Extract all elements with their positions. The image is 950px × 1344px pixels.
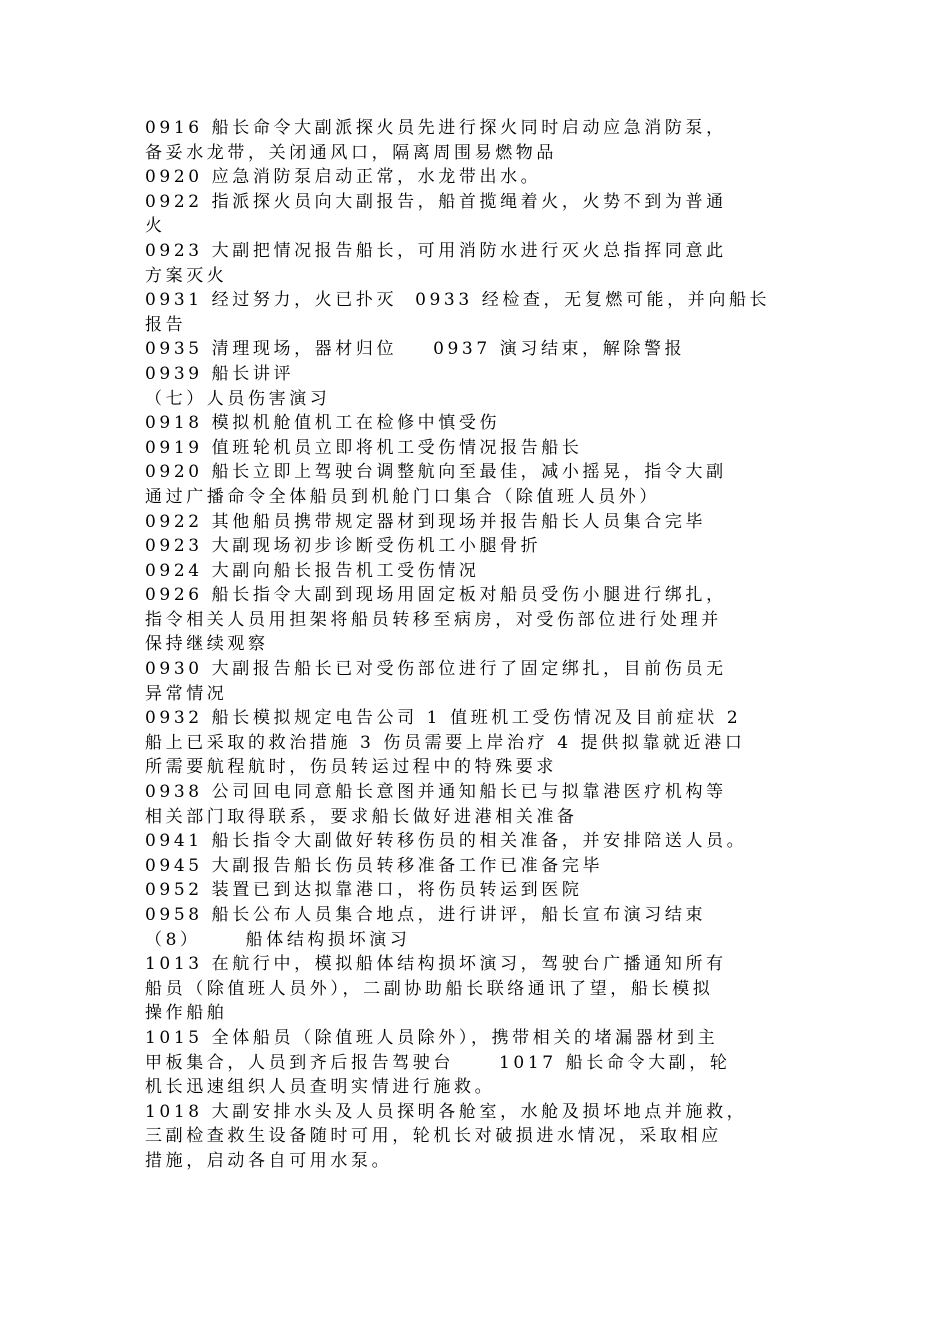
text-line: 保持继续观察 [145,634,269,655]
text-line: 异常情况 [145,683,228,704]
text-line: 船上已采取的救治措施 3 伤员需要上岸治疗 4 提供拟靠就近港口 [145,732,746,753]
text-line: 措施，启动各自可用水泵。 [145,1150,393,1171]
text-line: 0919 值班轮机员立即将机工受伤情况报告船长 [145,437,583,458]
document-body [145,116,815,1174]
text-line: 0922 其他船员携带规定器材到现场并报告船长人员集合完毕 [145,511,707,532]
text-line: 0926 船长指令大副到现场用固定板对船员受伤小腿进行绑扎， [145,585,727,606]
text-line: 三副检查救生设备随时可用，轮机长对破损进水情况，采取相应 [145,1126,722,1147]
text-line: 0923 大副把情况报告船长，可用消防水进行灭火总指挥同意此 [145,240,727,261]
text-line: 0922 指派探火员向大副报告，船首揽绳着火，火势不到为普通 [145,191,727,212]
text-line: 相关部门取得联系，要求船长做好进港相关准备 [145,806,578,827]
text-line: 操作船舶 [145,1003,228,1024]
text-line: 0941 船长指令大副做好转移伤员的相关准备，并安排陪送人员。 [145,831,748,852]
text-line: 1013 在航行中，模拟船体结构损坏演习，驾驶台广播通知所有 [145,954,727,975]
text-line: 0924 大副向船长报告机工受伤情况 [145,560,480,581]
section-heading: （8） 船体结构损坏演习 [145,929,411,950]
text-line: 0930 大副报告船长已对受伤部位进行了固定绑扎，目前伤员无 [145,659,727,680]
text-line: 0932 船长模拟规定电告公司 1 值班机工受伤情况及目前症状 2 [145,708,742,729]
text-line: 0952 装置已到达拟靠港口，将伤员转运到医院 [145,880,583,901]
text-line: 报告 [145,314,187,335]
text-line: 1015 全体船员（除值班人员除外），携带相关的堵漏器材到主 [145,1027,719,1048]
section-heading: （七）人员伤害演习 [145,388,331,409]
text-line: 指令相关人员用担架将船员转移至病房，对受伤部位进行处理并 [145,609,722,630]
text-line: 方案灭火 [145,265,228,286]
text-line: 0916 船长命令大副派探火员先进行探火同时启动应急消防泵， [145,118,727,138]
text-line: 甲板集合，人员到齐后报告驾驶台 1017 船长命令大副，轮 [145,1052,731,1073]
text-line: 船员（除值班人员外），二副协助船长联络通讯了望，船长模拟 [145,978,714,999]
text-line: 0931 经过努力，火已扑灭 0933 经检查，无复燃可能，并向船长 [145,290,771,311]
text-line: 0920 船长立即上驾驶台调整航向至最佳，减小摇晃，指令大副 [145,462,727,483]
text-line: 0920 应急消防泵启动正常，水龙带出水。 [145,167,542,188]
text-line: 通过广播命令全体船员到机舱门口集合（除值班人员外） [145,486,660,507]
text-line: 机长迅速组织人员查明实情进行施救。 [145,1077,496,1098]
text-line: 所需要航程航时，伤员转运过程中的特殊要求 [145,757,557,778]
text-line: 0938 公司回电同意船长意图并通知船长已与拟靠港医疗机构等 [145,782,727,803]
text-line: 0935 清理现场，器材归位 0937 演习结束，解除警报 [145,339,686,360]
text-line: 0939 船长讲评 [145,363,295,384]
text-line: 0918 模拟机舱值机工在检修中慎受伤 [145,413,501,434]
text-line: 0923 大副现场初步诊断受伤机工小腿骨折 [145,536,542,557]
text-line: 备妥水龙带，关闭通风口，隔离周围易燃物品 [145,142,557,163]
text-line: 火 [145,216,166,237]
text-line: 0958 船长公布人员集合地点，进行讲评，船长宣布演习结束 [145,905,707,925]
text-line: 1018 大副安排水头及人员探明各舱室，水舱及损坏地点并施救， [145,1101,748,1122]
text-line: 0945 大副报告船长伤员转移准备工作已准备完毕 [145,855,604,876]
